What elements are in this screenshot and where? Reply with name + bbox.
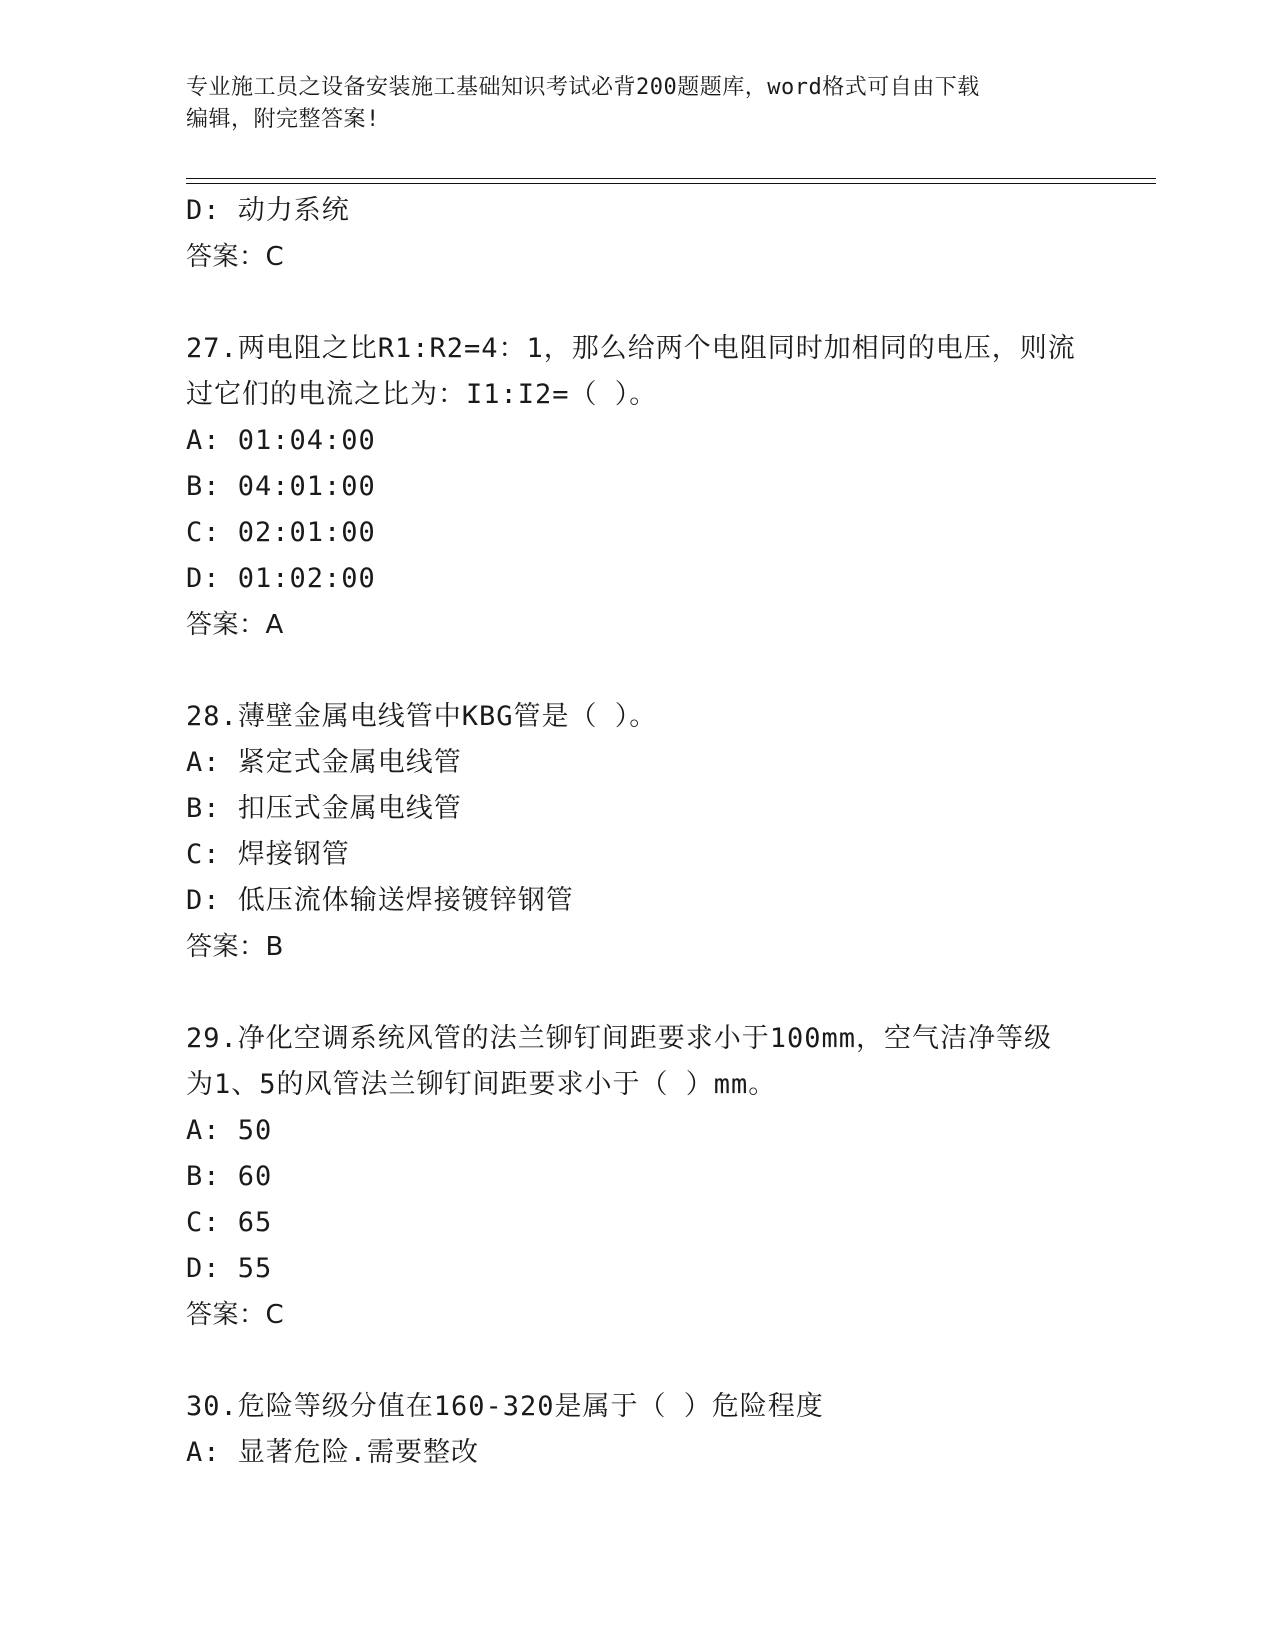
question-27-option-d: D: 01:02:00 <box>186 563 376 594</box>
spacer <box>186 648 1156 694</box>
question-29-option-b: B: 60 <box>186 1161 273 1192</box>
question-29-stem-line-2: 为1、5的风管法兰铆钉间距要求小于（ ）mm。 <box>186 1069 777 1100</box>
question-28-stem-line-1: 28.薄壁金属电线管中KBG管是（ ）。 <box>186 701 658 732</box>
question-30-option-a: A: 显著危险.需要整改 <box>186 1437 480 1468</box>
document-body <box>186 188 1156 1476</box>
question-29-answer: 答案：C <box>186 1300 285 1330</box>
question-30 <box>186 1384 1156 1476</box>
question-29-option-c: C: 65 <box>186 1207 273 1238</box>
question-27-option-b: B: 04:01:00 <box>186 471 376 502</box>
question-27-stem-line-1: 27.两电阻之比R1:R2=4：1，那么给两个电阻同时加相同的电压，则流 <box>186 333 1076 364</box>
spacer <box>186 970 1156 1016</box>
question-28 <box>186 694 1156 970</box>
question-30-stem-line-1: 30.危险等级分值在160-320是属于（ ）危险程度 <box>186 1391 824 1422</box>
question-28-option-d: D: 低压流体输送焊接镀锌钢管 <box>186 885 574 916</box>
document-header <box>186 72 1086 136</box>
question-28-answer: 答案：B <box>186 932 284 962</box>
question-27-answer: 答案：A <box>186 610 284 640</box>
question-26-option-d: D: 动力系统 <box>186 195 350 226</box>
question-27-option-c: C: 02:01:00 <box>186 517 376 548</box>
question-28-option-b: B: 扣压式金属电线管 <box>186 793 462 824</box>
question-27-stem-line-2: 过它们的电流之比为：I1:I2=（ ）。 <box>186 379 658 410</box>
question-29-stem-line-1: 29.净化空调系统风管的法兰铆钉间距要求小于100mm，空气洁净等级 <box>186 1023 1053 1054</box>
header-divider-bottom <box>186 183 1156 184</box>
question-28-option-c: C: 焊接钢管 <box>186 839 350 870</box>
header-title-line-1: 专业施工员之设备安装施工基础知识考试必背200题题库，word格式可自由下载 <box>186 75 980 100</box>
question-27 <box>186 326 1156 648</box>
header-title-line-2: 编辑，附完整答案! <box>186 107 380 132</box>
question-26-answer: 答案：C <box>186 242 285 272</box>
spacer <box>186 280 1156 326</box>
header-divider-top <box>186 178 1156 179</box>
question-27-option-a: A: 01:04:00 <box>186 425 376 456</box>
question-28-option-a: A: 紧定式金属电线管 <box>186 747 462 778</box>
spacer <box>186 1338 1156 1384</box>
question-29 <box>186 1016 1156 1338</box>
question-29-option-a: A: 50 <box>186 1115 273 1146</box>
question-29-option-d: D: 55 <box>186 1253 273 1284</box>
